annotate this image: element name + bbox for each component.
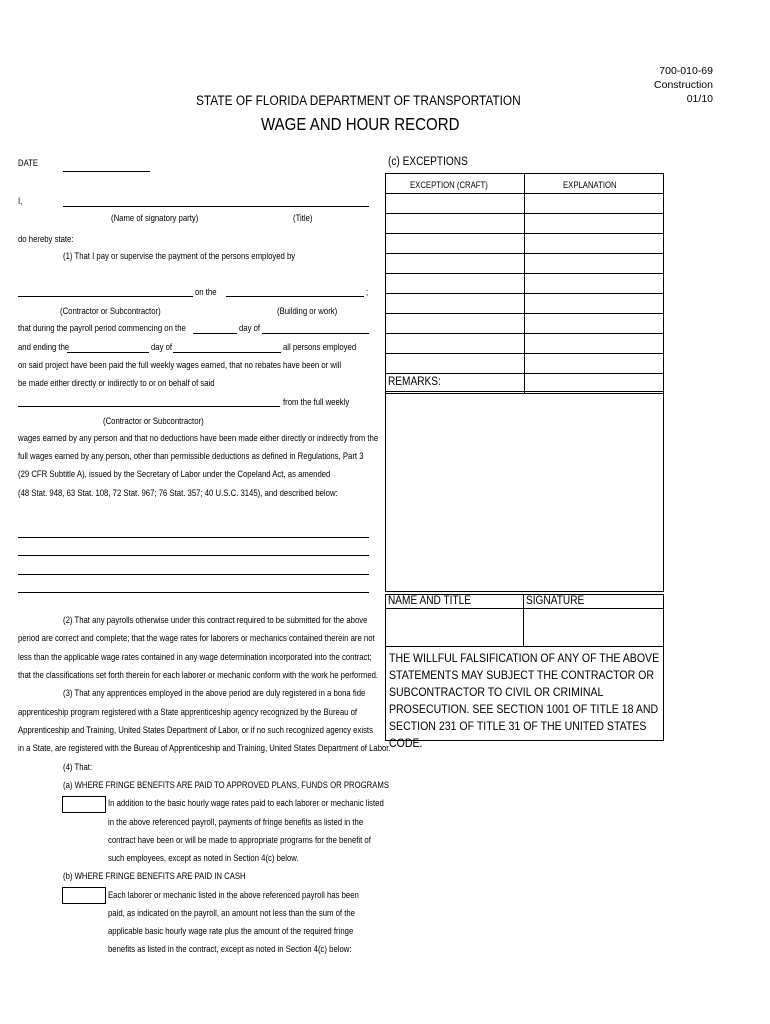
explanation-cell[interactable] (525, 234, 664, 254)
clause-3-line-2: apprenticeship program registered with a State apprenticeship agency recognized by the Bureau of (18, 707, 358, 717)
exception-col-label: EXCEPTION (CRAFT) (409, 179, 488, 190)
table-row (386, 354, 664, 374)
end-month-field[interactable] (173, 352, 281, 353)
clause-1-text: (1) That I pay or supervise the payment of the persons employed by (63, 251, 296, 261)
page-title: WAGE AND HOUR RECORD (261, 114, 460, 134)
section-a-line-4: such employees, except as noted in Section 4(c) below. (108, 853, 299, 863)
explanation-cell[interactable] (525, 274, 664, 294)
description-line-1[interactable] (18, 537, 369, 538)
table-row (386, 314, 664, 334)
contractor-caption: (Contractor or Subcontractor) (60, 306, 161, 316)
be-made-text: be made either directly or indirectly to or on behalf of said (18, 378, 215, 388)
contractor-field[interactable] (18, 296, 193, 297)
form-date: 01/10 (686, 93, 713, 105)
explanation-cell[interactable] (525, 334, 664, 354)
remarks-label: REMARKS: (388, 376, 441, 388)
clause-3-line-4: in a State, are registered with the Bureau of Apprenticeship and Training, United States Department of Labor. (18, 743, 391, 753)
do-hereby-text: do hereby state: (18, 234, 74, 244)
section-b-line-1: Each laborer or mechanic listed in the above referenced payroll has been (108, 890, 359, 900)
explanation-col-label: EXPLANATION (562, 179, 617, 190)
exception-cell[interactable] (386, 274, 525, 294)
explanation-col-header (525, 174, 664, 194)
exception-cell[interactable] (386, 354, 525, 374)
clause-4-text: (4) That: (63, 762, 93, 772)
clause-2-line-2: period are correct and complete; that the wage rates for laborers or mechanics contained therein are not (18, 633, 375, 643)
name-title-field[interactable] (386, 609, 522, 646)
section-b-line-4: benefits as listed in the contract, except as noted in Section 4(c) below: (108, 944, 352, 954)
start-day-field[interactable] (193, 333, 237, 334)
day-of-text-1: day of (239, 323, 261, 333)
contractor-caption-2: (Contractor or Subcontractor) (103, 416, 204, 426)
cfr-text: (29 CFR Subtitle A), issued by the Secretary of Labor under the Copeland Act, as amended (18, 469, 331, 479)
section-b-checkbox[interactable] (62, 887, 106, 904)
date-label: DATE (18, 158, 39, 168)
explanation-cell[interactable] (525, 254, 664, 274)
table-row (386, 274, 664, 294)
section-a-line-3: contract have been or will be made to appropriate programs for the benefit of (108, 835, 371, 845)
signatory-field[interactable] (63, 206, 369, 207)
section-a-heading: (a) WHERE FRINGE BENEFITS ARE PAID TO APPROVED PLANS, FUNDS OR PROGRAMS (63, 780, 390, 790)
wages-earned-text: wages earned by any person and that no deductions have been made either directly or indirectly from the (18, 433, 379, 443)
table-row (386, 234, 664, 254)
day-of-text-2: day of (151, 342, 173, 352)
explanation-cell[interactable] (525, 354, 664, 374)
table-row (386, 294, 664, 314)
warning-divider (385, 646, 663, 647)
exception-cell[interactable] (386, 334, 525, 354)
title-caption: (Title) (293, 213, 313, 223)
signature-label: SIGNATURE (526, 595, 585, 607)
clause-3-line-3: Apprenticeship and Training, United States Department of Labor, or if no such recognized agency exists (18, 725, 373, 735)
exception-col-header (386, 174, 525, 194)
form-category: Construction (654, 79, 713, 91)
description-line-2[interactable] (18, 555, 369, 556)
date-field[interactable] (63, 171, 150, 172)
signature-field[interactable] (524, 609, 663, 646)
description-line-3[interactable] (18, 574, 369, 575)
clause-2-line-3: less than the applicable wage rates contained in any wage determination incorporated into the contract; (18, 652, 372, 662)
clause-3-line-1: (3) That any apprentices employed in the above period are duly registered in a bona fide (63, 688, 366, 698)
signatory-caption: (Name of signatory party) (111, 213, 199, 223)
i-label: I, (18, 196, 23, 206)
exception-cell[interactable] (386, 214, 525, 234)
all-persons-text: all persons employed (283, 342, 357, 352)
clause-2-line-1: (2) That any payrolls otherwise under this contract required to be submitted for the above (63, 615, 368, 625)
and-ending-text: and ending the (18, 342, 70, 352)
stat-text: (48 Stat. 948, 63 Stat. 108, 72 Stat. 967; 76 Stat. 357; 40 U.S.C. 3145), and described below: (18, 488, 338, 498)
period-start-text: that during the payroll period commencing on the (18, 323, 186, 333)
section-a-checkbox[interactable] (62, 796, 106, 813)
section-b-heading: (b) WHERE FRINGE BENEFITS ARE PAID IN CASH (63, 871, 246, 881)
exception-cell[interactable] (386, 314, 525, 334)
table-row (386, 334, 664, 354)
exception-cell[interactable] (386, 194, 525, 214)
section-a-line-1: In addition to the basic hourly wage rates paid to each laborer or mechanic listed (108, 798, 384, 808)
contractor-field-2[interactable] (18, 406, 280, 407)
on-said-project-text: on said project have been paid the full weekly wages earned, that no rebates have been or will (18, 360, 342, 370)
clause-2-line-4: that the classifications set forth therein for each laborer or mechanic conform with the work he performed. (18, 670, 379, 680)
table-row (386, 214, 664, 234)
explanation-cell[interactable] (525, 214, 664, 234)
end-day-field[interactable] (67, 352, 149, 353)
explanation-cell[interactable] (525, 194, 664, 214)
full-wages-text: full wages earned by any person, other than permissible deductions as defined in Regulations, Part 3 (18, 451, 364, 461)
exceptions-header-row (386, 174, 664, 194)
section-b-line-3: applicable basic hourly wage rate plus the amount of the required fringe (108, 926, 354, 936)
start-month-field[interactable] (262, 333, 369, 334)
table-row (386, 254, 664, 274)
building-caption: (Building or work) (277, 306, 338, 316)
explanation-cell[interactable] (525, 294, 664, 314)
name-title-label: NAME AND TITLE (388, 595, 472, 607)
explanation-cell[interactable] (525, 314, 664, 334)
exception-cell[interactable] (386, 234, 525, 254)
agency-name: STATE OF FLORIDA DEPARTMENT OF TRANSPORTATION (196, 93, 521, 108)
exception-cell[interactable] (386, 294, 525, 314)
form-number: 700-010-69 (659, 65, 713, 77)
table-row (386, 194, 664, 214)
exceptions-table (385, 173, 664, 394)
form-id-block (654, 64, 713, 106)
section-a-line-2: in the above referenced payroll, payments of fringe benefits as listed in the (108, 817, 364, 827)
remarks-box[interactable] (385, 391, 664, 592)
semicolon-text: ; (366, 287, 369, 297)
on-the-text: on the (195, 287, 217, 297)
falsification-warning: THE WILLFUL FALSIFICATION OF ANY OF THE ABOVE STATEMENTS MAY SUBJECT THE CONTRACTOR OR SUBCONTRACTOR TO CIVIL OR CRIMINAL PROSECUTION. SEE SECTION 1001 OF TITLE 18 AND SECTION 231 OF TITLE 31 OF THE UNITED STATES CODE. (389, 651, 660, 750)
building-field[interactable] (226, 296, 364, 297)
exceptions-title: (c) EXCEPTIONS (388, 156, 468, 168)
exception-cell[interactable] (386, 254, 525, 274)
from-full-weekly-text: from the full weekly (283, 397, 350, 407)
section-b-line-2: paid, as indicated on the payroll, an amount not less than the sum of the (108, 908, 355, 918)
description-line-4[interactable] (18, 592, 369, 593)
